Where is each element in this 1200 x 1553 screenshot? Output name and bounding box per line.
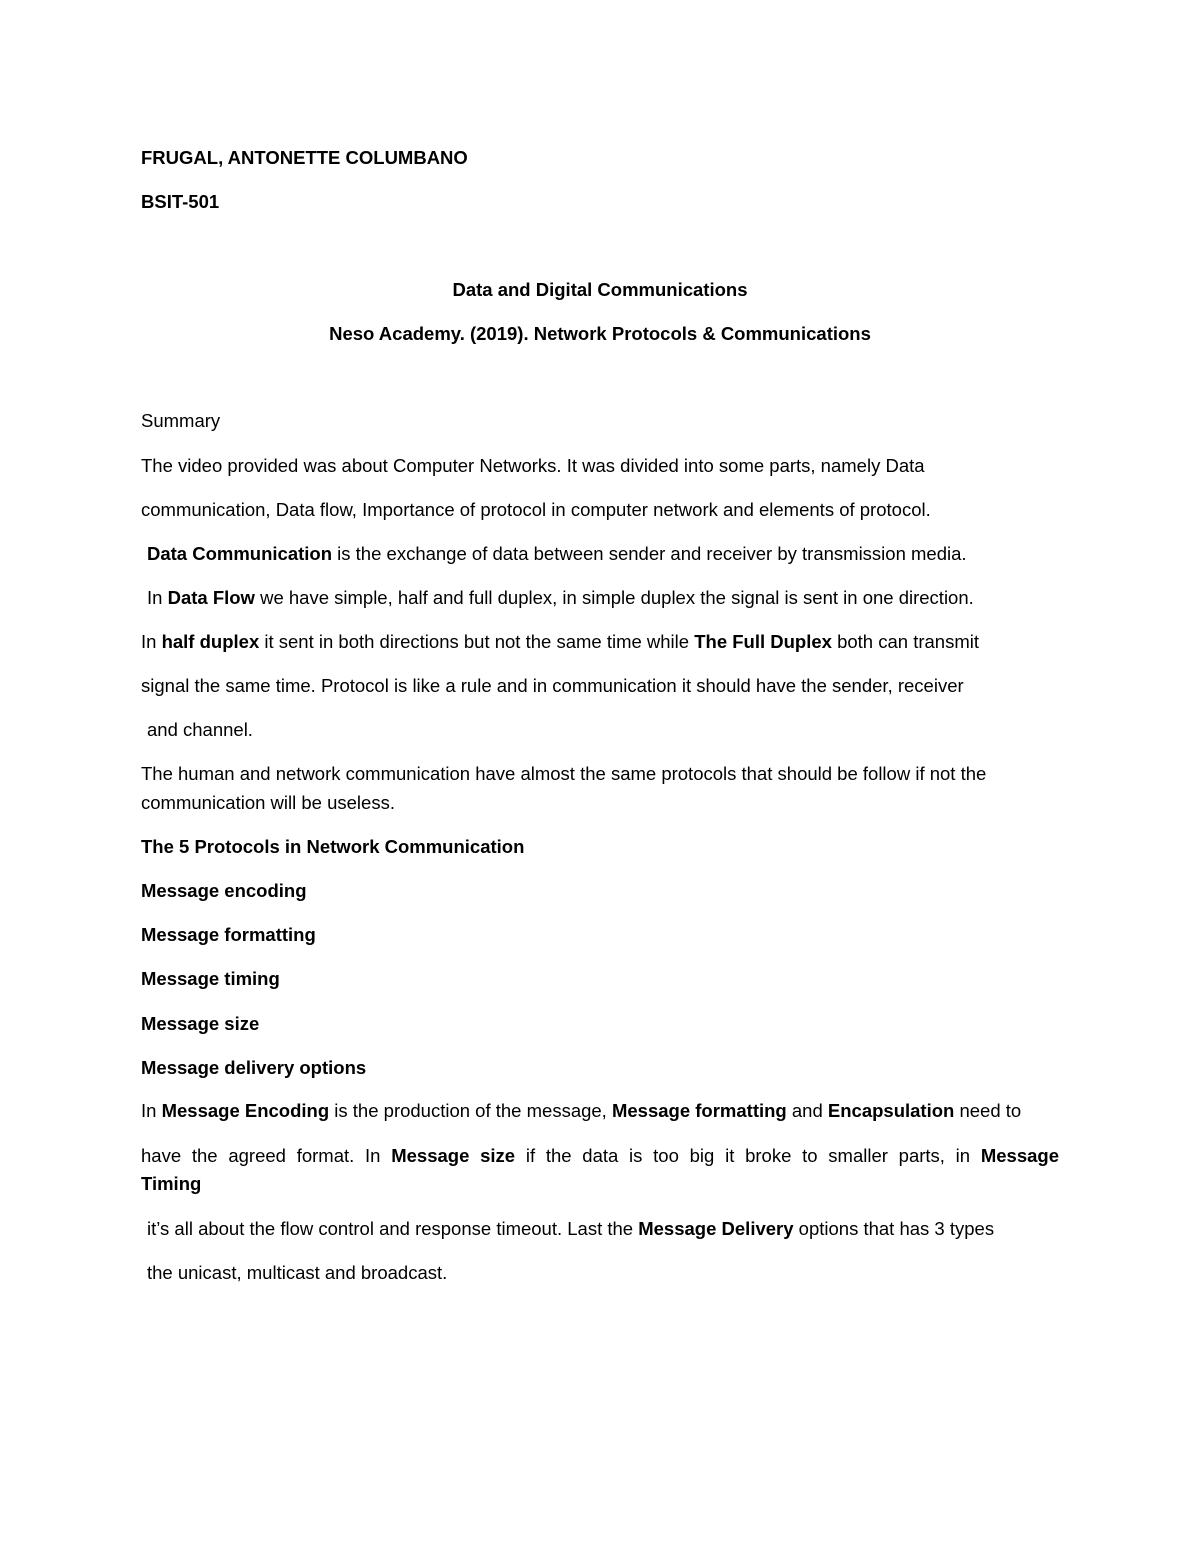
message-delivery-term: Message Delivery bbox=[638, 1218, 794, 1239]
data-communication-text: is the exchange of data between sender and receiver by transmission media. bbox=[332, 543, 967, 564]
protocol-definition-end: and channel. bbox=[147, 719, 253, 740]
summary-heading: Summary bbox=[141, 410, 221, 431]
duplex-line bbox=[141, 630, 979, 654]
protocol-definition-line: signal the same time. Protocol is like a rule and in communication it should have the sender, receiver bbox=[141, 675, 964, 696]
protocol-item: Message timing bbox=[141, 968, 280, 989]
closing-line-1 bbox=[141, 1099, 1021, 1123]
closing-text: and bbox=[786, 1100, 828, 1121]
protocol-item: Message encoding bbox=[141, 880, 307, 901]
data-flow-term: Data Flow bbox=[167, 587, 255, 608]
closing-text: is the production of the message, bbox=[329, 1100, 612, 1121]
protocol-item: Message formatting bbox=[141, 924, 316, 945]
message-size-term: Message size bbox=[391, 1145, 516, 1166]
data-communication-line bbox=[147, 542, 967, 566]
student-section: BSIT-501 bbox=[141, 191, 220, 212]
data-flow-text: we have simple, half and full duplex, in simple duplex the signal is sent in one direction. bbox=[254, 587, 974, 608]
closing-text: need to bbox=[954, 1100, 1022, 1121]
reference-line: Neso Academy. (2019). Network Protocols & Communications bbox=[329, 323, 871, 344]
full-duplex-text: both can transmit bbox=[831, 631, 979, 652]
data-flow-line bbox=[147, 586, 974, 610]
closing-text: have the agreed format. In bbox=[141, 1145, 392, 1166]
document-title: Data and Digital Communications bbox=[452, 279, 748, 300]
closing-text: In bbox=[141, 1100, 162, 1121]
protocols-heading: The 5 Protocols in Network Communication bbox=[141, 836, 525, 857]
closing-text: options that has 3 types bbox=[793, 1218, 995, 1239]
closing-line-2 bbox=[141, 1144, 1059, 1168]
data-flow-prefix: In bbox=[147, 587, 168, 608]
full-duplex-term: The Full Duplex bbox=[694, 631, 832, 652]
student-name: FRUGAL, ANTONETTE COLUMBANO bbox=[141, 147, 468, 168]
message-formatting-term: Message formatting bbox=[611, 1100, 787, 1121]
human-network-line-1: The human and network communication have almost the same protocols that should be follow if not the bbox=[141, 763, 987, 784]
protocol-item: Message size bbox=[141, 1013, 260, 1034]
summary-paragraph-1-line-2: communication, Data flow, Importance of protocol in computer network and elements of protocol. bbox=[141, 499, 931, 520]
message-encoding-term: Message Encoding bbox=[161, 1100, 330, 1121]
encapsulation-term: Encapsulation bbox=[827, 1100, 955, 1121]
human-network-line-2: communication will be useless. bbox=[141, 792, 395, 813]
half-duplex-text: it sent in both directions but not the same time while bbox=[259, 631, 695, 652]
closing-text: it’s all about the flow control and response timeout. Last the bbox=[147, 1218, 639, 1239]
closing-text: if the data is too big it broke to smaller parts, in bbox=[515, 1145, 981, 1166]
message-timing-term: Message bbox=[980, 1145, 1059, 1166]
closing-line-3: Timing bbox=[141, 1173, 202, 1194]
data-communication-term: Data Communication bbox=[147, 543, 333, 564]
half-duplex-term: half duplex bbox=[161, 631, 260, 652]
closing-line-5: the unicast, multicast and broadcast. bbox=[147, 1262, 448, 1283]
half-duplex-prefix: In bbox=[141, 631, 162, 652]
summary-paragraph-1-line-1: The video provided was about Computer Networks. It was divided into some parts, namely Data bbox=[141, 455, 925, 476]
closing-line-4 bbox=[147, 1217, 994, 1241]
protocol-item: Message delivery options bbox=[141, 1057, 367, 1078]
